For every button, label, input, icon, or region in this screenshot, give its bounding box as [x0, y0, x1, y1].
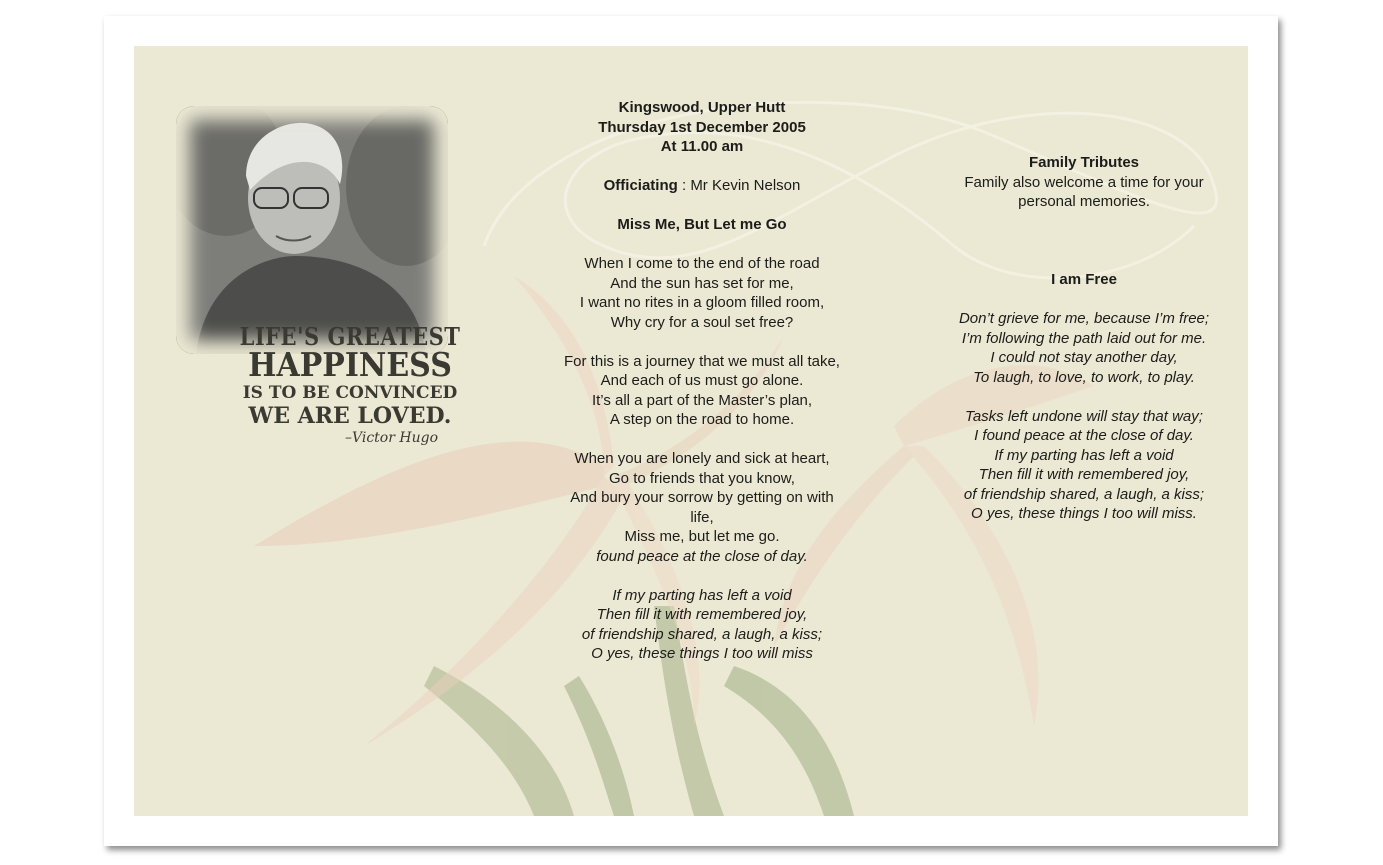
quote-line-2: HAPPINESS	[248, 346, 452, 385]
memorial-card	[104, 16, 1278, 846]
service-time: At 11.00 am	[660, 138, 744, 155]
quote-signature: –Victor Hugo	[345, 430, 438, 446]
tributes-column	[924, 153, 1244, 524]
poem1-line: Why cry for a soul set free?	[610, 313, 794, 331]
poem1-line-italic: found peace at the close of day.	[596, 547, 808, 565]
poem2-title: I am Free	[1051, 271, 1117, 288]
quote-line-1: LIFE'S GREATEST	[239, 322, 461, 351]
victor-hugo-quote	[234, 324, 466, 446]
poem2-line: To laugh, to love, to work, to play.	[973, 368, 1195, 386]
poem2-line: Don’t grieve for me, because I’m free;	[958, 310, 1210, 327]
officiating-label: Officiating	[603, 177, 678, 194]
poem2-line: of friendship shared, a laugh, a kiss;	[963, 485, 1205, 503]
poem1-line: of friendship shared, a laugh, a kiss;	[581, 625, 823, 643]
poem2-line: Tasks left undone will stay that way;	[965, 407, 1203, 425]
poem2-line: I found peace at the close of day.	[974, 427, 1194, 444]
card-panel	[134, 46, 1248, 816]
poem1-line: Go to friends that you know,	[609, 469, 795, 487]
officiating-separator: :	[677, 177, 691, 194]
tributes-line: personal memories.	[1018, 193, 1150, 210]
poem1-line: And bury your sorrow by getting on with	[570, 489, 834, 506]
quote-line-4: WE ARE LOVED.	[248, 403, 452, 429]
tributes-title: Family Tributes	[1028, 154, 1140, 171]
poem1-line: When you are lonely and sick at heart,	[574, 450, 830, 467]
officiating-name: Mr Kevin Nelson	[690, 177, 801, 194]
photo-vignette	[176, 106, 448, 354]
poem1-line: A step on the road to home.	[609, 411, 795, 428]
poem1-line: Then fill it with remembered joy,	[596, 606, 808, 623]
poem1-line: And each of us must go alone.	[600, 372, 804, 389]
poem1-line: And the sun has set for me,	[610, 274, 794, 292]
poem1-line: Miss me, but let me go.	[624, 528, 780, 545]
poem2-line: Then fill it with remembered joy,	[978, 466, 1190, 483]
service-location: Kingswood, Upper Hutt	[618, 99, 786, 116]
poem1-line: If my parting has left a void	[612, 586, 792, 604]
officiating-line	[532, 176, 872, 196]
portrait-photo	[176, 106, 448, 354]
tributes-line: Family also welcome a time for your	[964, 173, 1204, 191]
poem1-line: It’s all a part of the Master’s plan,	[591, 391, 813, 409]
poem1-line: life,	[690, 508, 714, 526]
quote-line-3: IS TO BE CONVINCED	[242, 383, 458, 403]
poem1-line: When I come to the end of the road	[584, 255, 820, 272]
poem2-line: If my parting has left a void	[994, 446, 1174, 464]
poem1-line: I want no rites in a gloom filled room,	[579, 294, 825, 311]
service-details-column	[532, 98, 872, 664]
service-date: Thursday 1st December 2005	[598, 118, 806, 136]
poem2-line: I could not stay another day,	[990, 349, 1178, 366]
poem1-line: O yes, these things I too will miss	[591, 645, 813, 662]
poem2-line: I’m following the path laid out for me.	[961, 329, 1207, 347]
poem1-line: For this is a journey that we must all take,	[564, 352, 840, 370]
poem1-title: Miss Me, But Let me Go	[617, 216, 787, 233]
poem2-line: O yes, these things I too will miss.	[971, 505, 1197, 522]
